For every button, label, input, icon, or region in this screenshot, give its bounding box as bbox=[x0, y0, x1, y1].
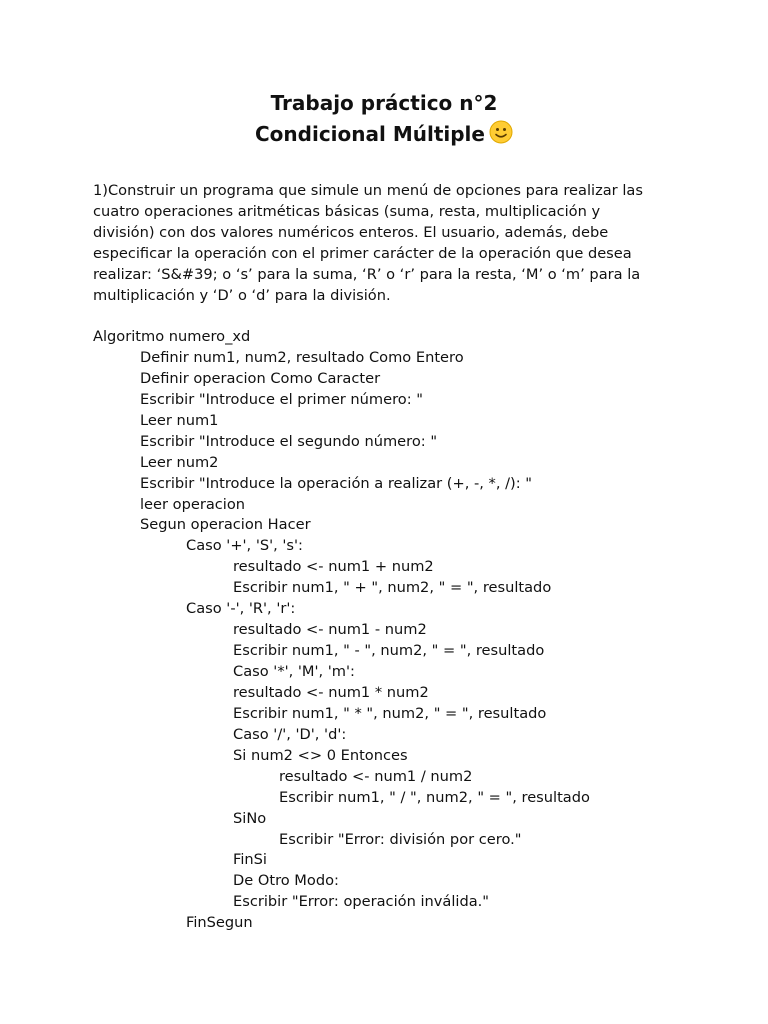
code-line: Escribir "Error: división por cero." bbox=[279, 830, 522, 848]
code-line: Si num2 <> 0 Entonces bbox=[233, 746, 408, 764]
code-line: Caso '/', 'D', 'd': bbox=[233, 725, 347, 743]
statement-line: multiplicación y ‘D’ o ‘d’ para la división. bbox=[93, 287, 391, 304]
statement-line: realizar: ‘S&#39; o ‘s’ para la suma, ‘R’ o ‘r’ para la resta, ‘M’ o ‘m’ para la bbox=[93, 266, 641, 283]
code-line: De Otro Modo: bbox=[233, 872, 339, 890]
code-line: Caso '+', 'S', 's': bbox=[186, 537, 303, 555]
exercise-statement bbox=[93, 180, 683, 306]
code-line: Definir num1, num2, resultado Como Entero bbox=[140, 348, 464, 366]
code-line: SiNo bbox=[233, 809, 267, 827]
code-line: Algoritmo numero_xd bbox=[93, 328, 251, 345]
title-line-2 bbox=[0, 119, 768, 153]
code-line: Escribir "Introduce la operación a realizar (+, -, *, /): " bbox=[140, 474, 532, 492]
code-line: Escribir num1, " * ", num2, " = ", resultado bbox=[233, 704, 547, 722]
code-line: Escribir "Introduce el primer número: " bbox=[140, 390, 424, 408]
code-line: Caso '*', 'M', 'm': bbox=[233, 663, 355, 680]
title-line-2-text: Condicional Múltiple bbox=[255, 122, 485, 146]
statement-line: cuatro operaciones aritméticas básicas (suma, resta, multiplicación y bbox=[93, 203, 601, 220]
code-line: leer operacion bbox=[140, 495, 246, 513]
code-line: Leer num2 bbox=[140, 453, 219, 471]
pseudocode-block bbox=[93, 327, 693, 934]
code-line: Escribir "Error: operación inválida." bbox=[233, 893, 490, 911]
code-line: Definir operacion Como Caracter bbox=[140, 369, 381, 387]
statement-line: 1)Construir un programa que simule un menú de opciones para realizar las bbox=[93, 182, 643, 199]
code-line: resultado <- num1 + num2 bbox=[233, 558, 434, 576]
code-line: Caso '-', 'R', 'r': bbox=[186, 600, 296, 618]
code-line: Escribir num1, " / ", num2, " = ", resultado bbox=[279, 788, 590, 806]
code-line: Escribir "Introduce el segundo número: " bbox=[140, 432, 438, 450]
code-line: Segun operacion Hacer bbox=[140, 516, 311, 534]
statement-line: especificar la operación con el primer carácter de la operación que desea bbox=[93, 245, 632, 262]
smiling-face-icon bbox=[489, 120, 513, 153]
statement-line: división) con dos valores numéricos enteros. El usuario, además, debe bbox=[93, 224, 609, 241]
code-line: resultado <- num1 * num2 bbox=[233, 683, 429, 701]
code-line: Escribir num1, " - ", num2, " = ", resultado bbox=[233, 642, 545, 660]
title-line-1: Trabajo práctico n°2 bbox=[270, 91, 498, 115]
document-title bbox=[0, 88, 768, 153]
code-line: Escribir num1, " + ", num2, " = ", resultado bbox=[233, 579, 552, 597]
code-line: resultado <- num1 / num2 bbox=[279, 767, 473, 785]
code-line: FinSegun bbox=[186, 914, 253, 932]
code-line: Leer num1 bbox=[140, 411, 219, 429]
code-line: resultado <- num1 - num2 bbox=[233, 621, 427, 639]
code-line: FinSi bbox=[233, 851, 267, 869]
